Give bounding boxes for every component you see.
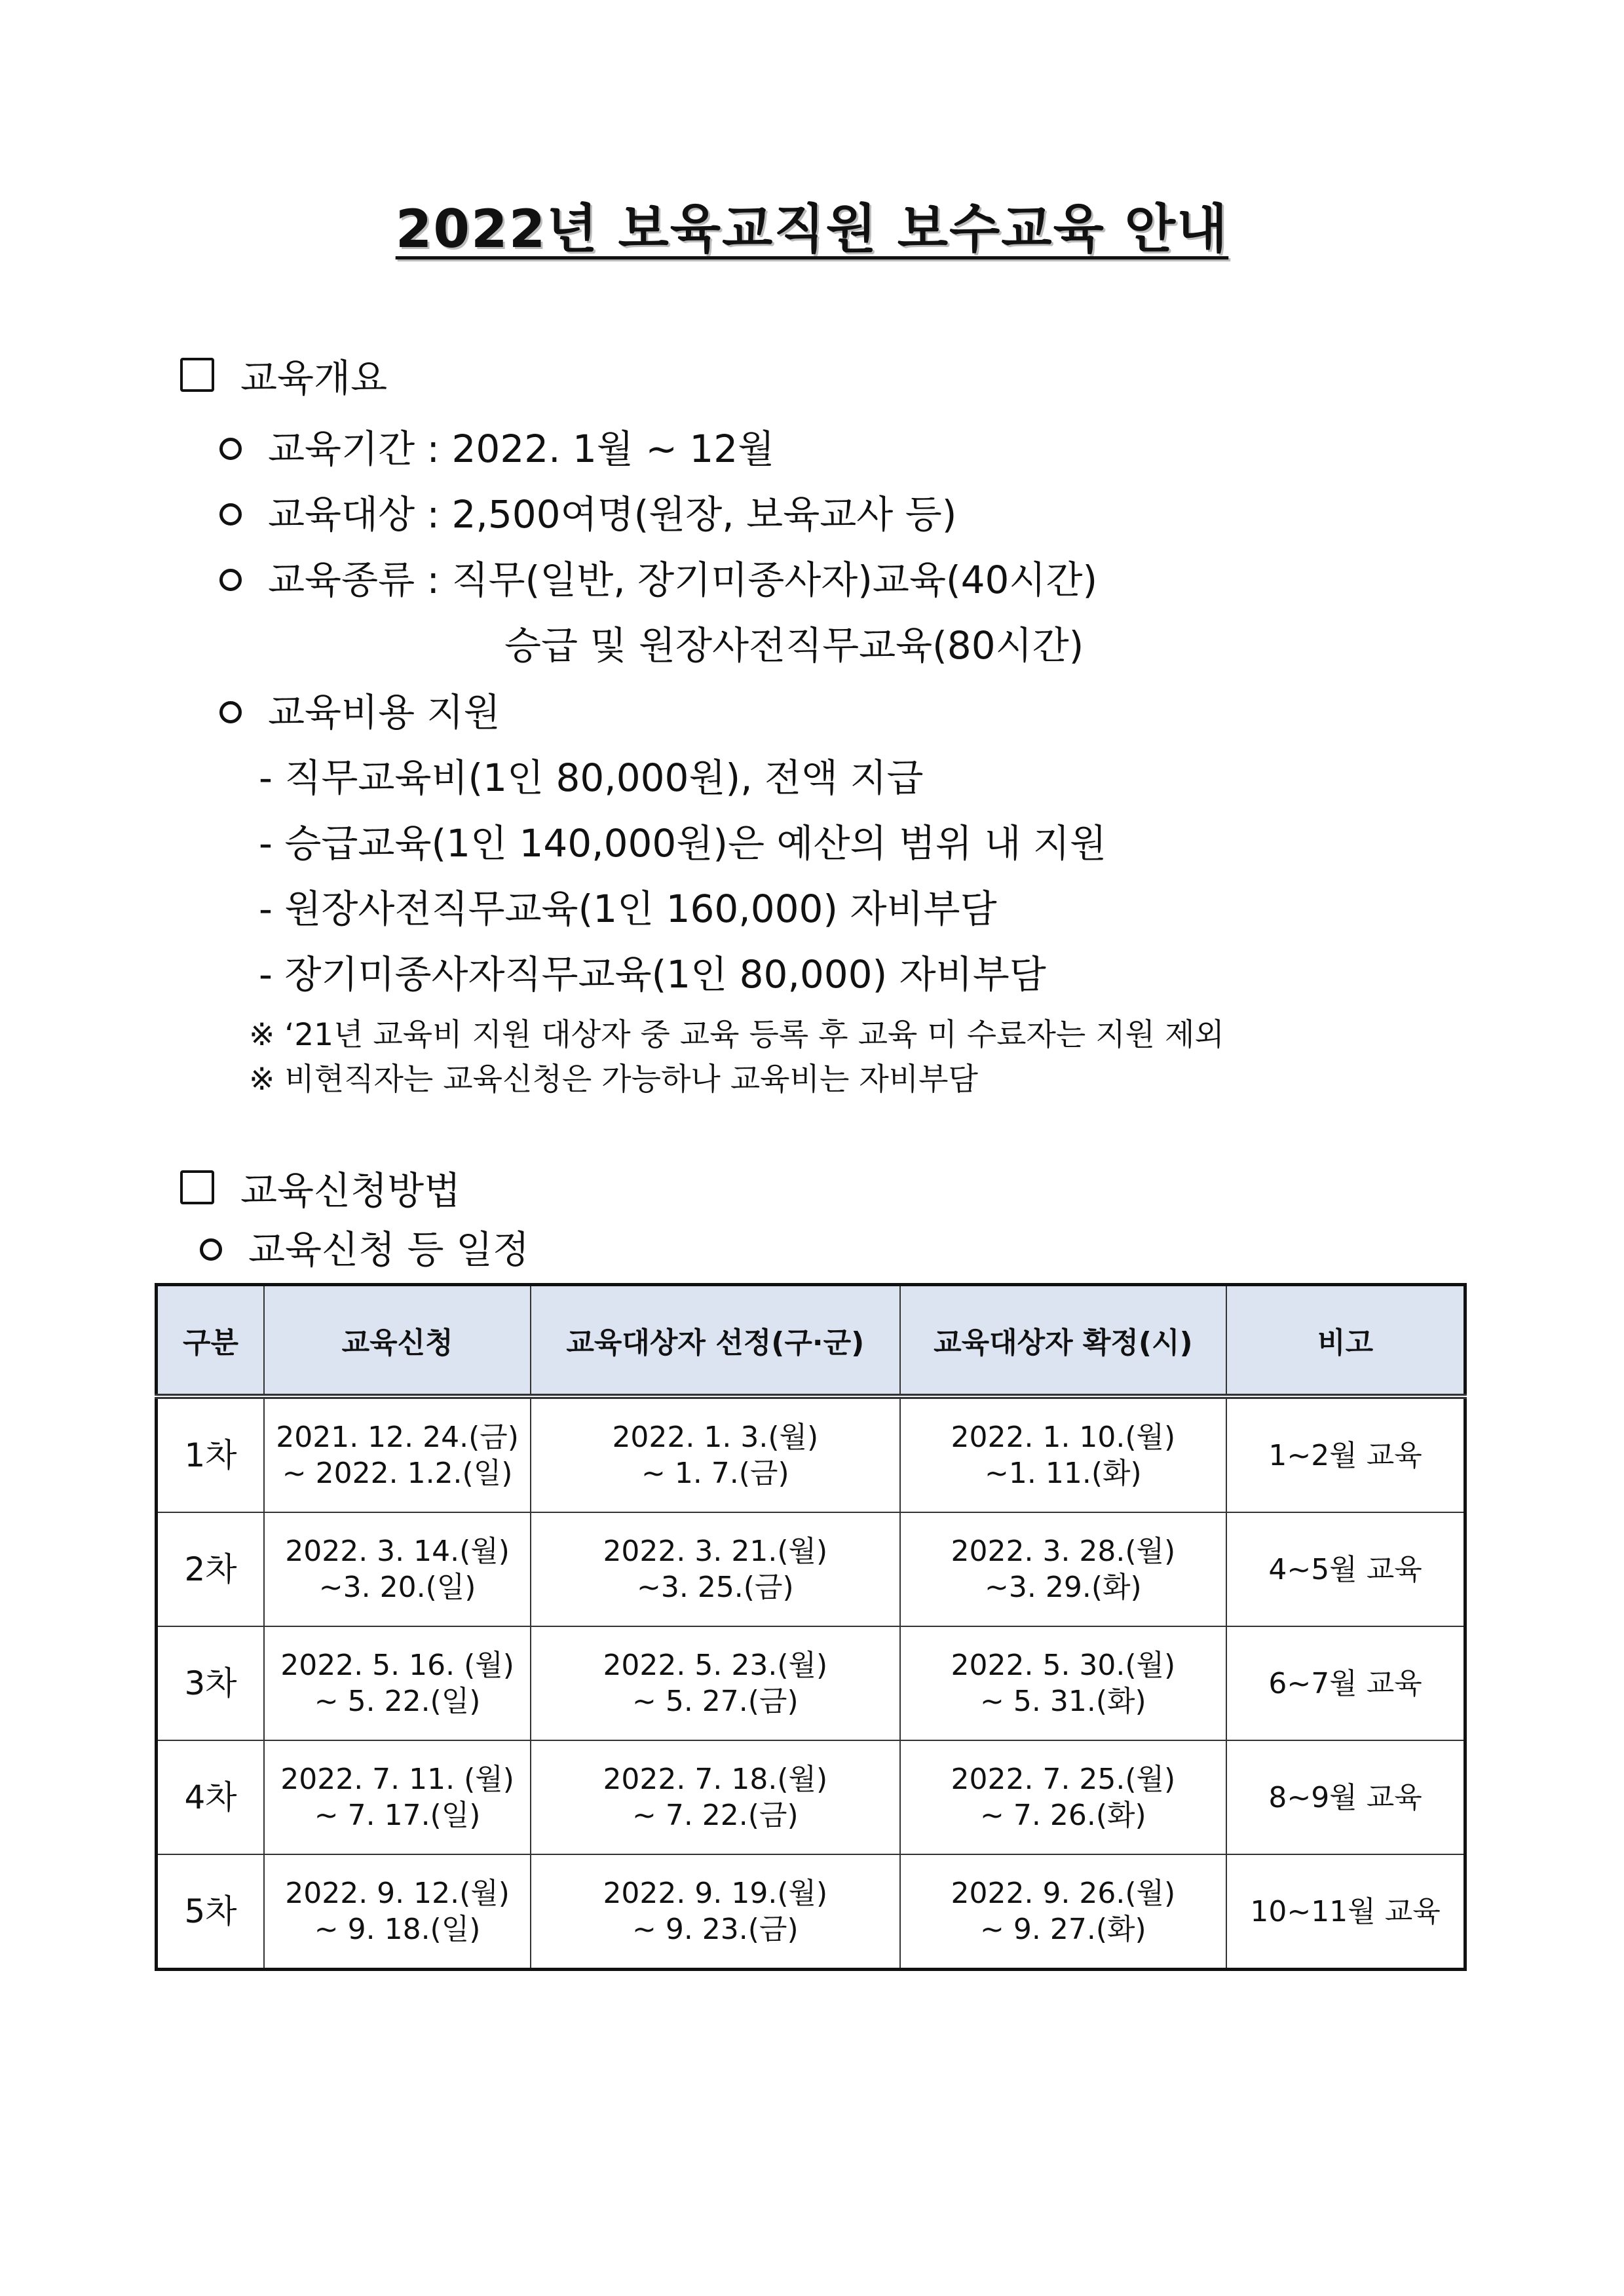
header-select: 교육대상자 선정(구·군) [531,1285,899,1397]
confirm-cell: 2022. 1. 10.(월) ~1. 11.(화) [900,1396,1227,1512]
round-cell: 5차 [157,1854,265,1970]
circle-bullet-icon [219,569,242,591]
note-cell: 4~5월 교육 [1226,1512,1465,1626]
schedule-table [155,1283,1467,1971]
table-row [157,1740,1465,1854]
cost-item: - 원장사전직무교육(1인 160,000) 자비부담 [259,887,997,931]
circle-bullet-icon [219,503,242,526]
apply-cell: 2022. 5. 16. (월) ~ 5. 22.(일) [264,1626,531,1740]
apply-cell: 2021. 12. 24.(금) ~ 2022. 1.2.(일) [264,1396,531,1512]
cost-item: - 장기미종사자직무교육(1인 80,000) 자비부담 [259,952,1046,997]
round-cell: 4차 [157,1740,265,1854]
confirm-cell: 2022. 3. 28.(월) ~3. 29.(화) [900,1512,1227,1626]
table-header-row [157,1285,1465,1397]
note-line: ※ ‘21년 교육비 지원 대상자 중 교육 등록 후 교육 미 수료자는 지원 제외 [249,1017,1224,1053]
table-row [157,1396,1465,1512]
period-line: 교육기간 : 2022. 1월 ~ 12월 [219,418,774,473]
header-confirm: 교육대상자 확정(시) [900,1285,1227,1397]
select-cell: 2022. 1. 3.(월) ~ 1. 7.(금) [531,1396,899,1512]
types-line: 교육종류 : 직무(일반, 장기미종사자)교육(40시간) [219,549,1097,604]
schedule-subheading: 교육신청 등 일정 [200,1219,529,1274]
confirm-cell: 2022. 5. 30.(월) ~ 5. 31.(화) [900,1626,1227,1740]
note-line: ※ 비현직자는 교육신청은 가능하나 교육비는 자비부담 [249,1062,978,1098]
section-heading-overview: 교육개요 [180,347,387,402]
checkbox-square-icon [180,1170,214,1204]
confirm-cell: 2022. 7. 25.(월) ~ 7. 26.(화) [900,1740,1227,1854]
cost-item: - 승급교육(1인 140,000원)은 예산의 범위 내 지원 [259,821,1106,866]
header-note: 비고 [1226,1285,1465,1397]
checkbox-square-icon [180,358,214,392]
round-cell: 2차 [157,1512,265,1626]
cost-heading: 교육비용 지원 [219,681,500,737]
select-cell: 2022. 5. 23.(월) ~ 5. 27.(금) [531,1626,899,1740]
note-cell: 1~2월 교육 [1226,1396,1465,1512]
section-heading-application: 교육신청방법 [180,1160,461,1215]
apply-cell: 2022. 3. 14.(월) ~3. 20.(일) [264,1512,531,1626]
note-cell: 8~9월 교육 [1226,1740,1465,1854]
apply-cell: 2022. 9. 12.(월) ~ 9. 18.(일) [264,1854,531,1970]
note-cell: 10~11월 교육 [1226,1854,1465,1970]
circle-bullet-icon [200,1238,222,1261]
cost-item: - 직무교육비(1인 80,000원), 전액 지급 [259,756,924,800]
header-round: 구분 [157,1285,265,1397]
target-line: 교육대상 : 2,500여명(원장, 보육교사 등) [219,484,956,539]
select-cell: 2022. 7. 18.(월) ~ 7. 22.(금) [531,1740,899,1854]
note-cell: 6~7월 교육 [1226,1626,1465,1740]
types-line-2: 승급 및 원장사전직무교육(80시간) [504,623,1084,668]
table-row [157,1626,1465,1740]
page-title: 2022년 보육교직원 보수교육 안내 [395,199,1229,259]
table-row [157,1512,1465,1626]
header-apply: 교육신청 [264,1285,531,1397]
circle-bullet-icon [219,438,242,460]
apply-cell: 2022. 7. 11. (월) ~ 7. 17.(일) [264,1740,531,1854]
select-cell: 2022. 9. 19.(월) ~ 9. 23.(금) [531,1854,899,1970]
circle-bullet-icon [219,701,242,723]
select-cell: 2022. 3. 21.(월) ~3. 25.(금) [531,1512,899,1626]
confirm-cell: 2022. 9. 26.(월) ~ 9. 27.(화) [900,1854,1227,1970]
round-cell: 1차 [157,1396,265,1512]
table-row [157,1854,1465,1970]
round-cell: 3차 [157,1626,265,1740]
